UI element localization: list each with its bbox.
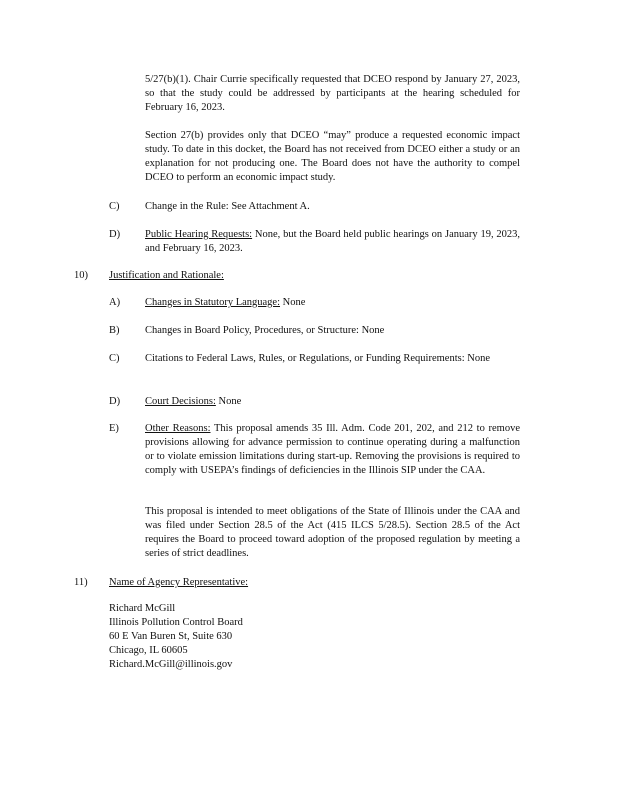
item-10a-text: None <box>280 297 306 308</box>
item-10b-text: Changes in Board Policy, Procedures, or Structure: None <box>145 325 385 336</box>
item-10c-text: Citations to Federal Laws, Rules, or Regulations, or Funding Requirements: None <box>145 353 490 364</box>
section-10-marker: 10) <box>74 270 88 281</box>
item-10e-label: Other Reasons: <box>145 423 211 434</box>
item-10b-marker: B) <box>109 325 120 336</box>
item-d <box>145 228 520 256</box>
item-10a-label: Changes in Statutory Language: <box>145 297 281 308</box>
rep-email: Richard.McGill@illinois.gov <box>109 659 233 670</box>
item-10c-marker: C) <box>109 353 120 364</box>
item-10e-text: This proposal amends 35 Ill. Adm. Code 201, 202, and 212 to remove provisions allowing for advance permission to continue operating during a malfunction or to violate emission limitations during start-up. Removing the provisions is required to comply with USEPA’s findings of deficiencies in the Illinois SIP under the CAA. <box>145 423 520 476</box>
item-10d-text: None <box>215 396 242 407</box>
section-11-marker: 11) <box>74 577 88 588</box>
item-10e-marker: E) <box>109 423 119 434</box>
item-d-marker: D) <box>109 229 121 240</box>
item-10e <box>145 422 520 478</box>
item-10d-label: Court Decisions: <box>145 396 216 407</box>
item-10a-marker: A) <box>109 297 121 308</box>
agency-representative-address <box>109 602 409 672</box>
rep-street: 60 E Van Buren St, Suite 630 <box>109 631 233 642</box>
rep-name: Richard McGill <box>109 603 176 614</box>
item-d-text: None, but the Board held public hearings on January 19, 2023, and February 16, 2023. <box>145 229 520 254</box>
item-10e-paragraph-2: This proposal is intended to meet obligations of the State of Illinois under the CAA and was filed under Section 28.5 of the Act (415 ILCS 5/28.5). Section 28.5 of the Act requires the Board to proceed toward adoption of the proposed regulation by meeting a series of strict deadlines. <box>145 506 520 559</box>
section-11-heading: Name of Agency Representative: <box>109 577 249 588</box>
rep-organization: Illinois Pollution Control Board <box>109 617 243 628</box>
item-10a <box>145 296 520 310</box>
item-10d-marker: D) <box>109 396 121 407</box>
rep-city: Chicago, IL 60605 <box>109 645 188 656</box>
item-c-marker: C) <box>109 201 120 212</box>
paragraph-dceo-request: 5/27(b)(1). Chair Currie specifically requested that DCEO respond by January 27, 2023, so that the study could be addressed by participants at the hearing scheduled for February 16, 2023. <box>145 74 520 113</box>
paragraph-section-27b: Section 27(b) provides only that DCEO “may” produce a requested economic impact study. To date in this docket, the Board has not received from DCEO either a study or an explanation for not producing one. The Board does not have the authority to compel DCEO to perform an economic impact study. <box>145 130 520 183</box>
item-10d <box>145 395 520 409</box>
item-d-label: Public Hearing Requests: <box>145 229 253 240</box>
item-c-text: Change in the Rule: See Attachment A. <box>145 201 310 212</box>
section-10-heading: Justification and Rationale: <box>109 270 224 281</box>
